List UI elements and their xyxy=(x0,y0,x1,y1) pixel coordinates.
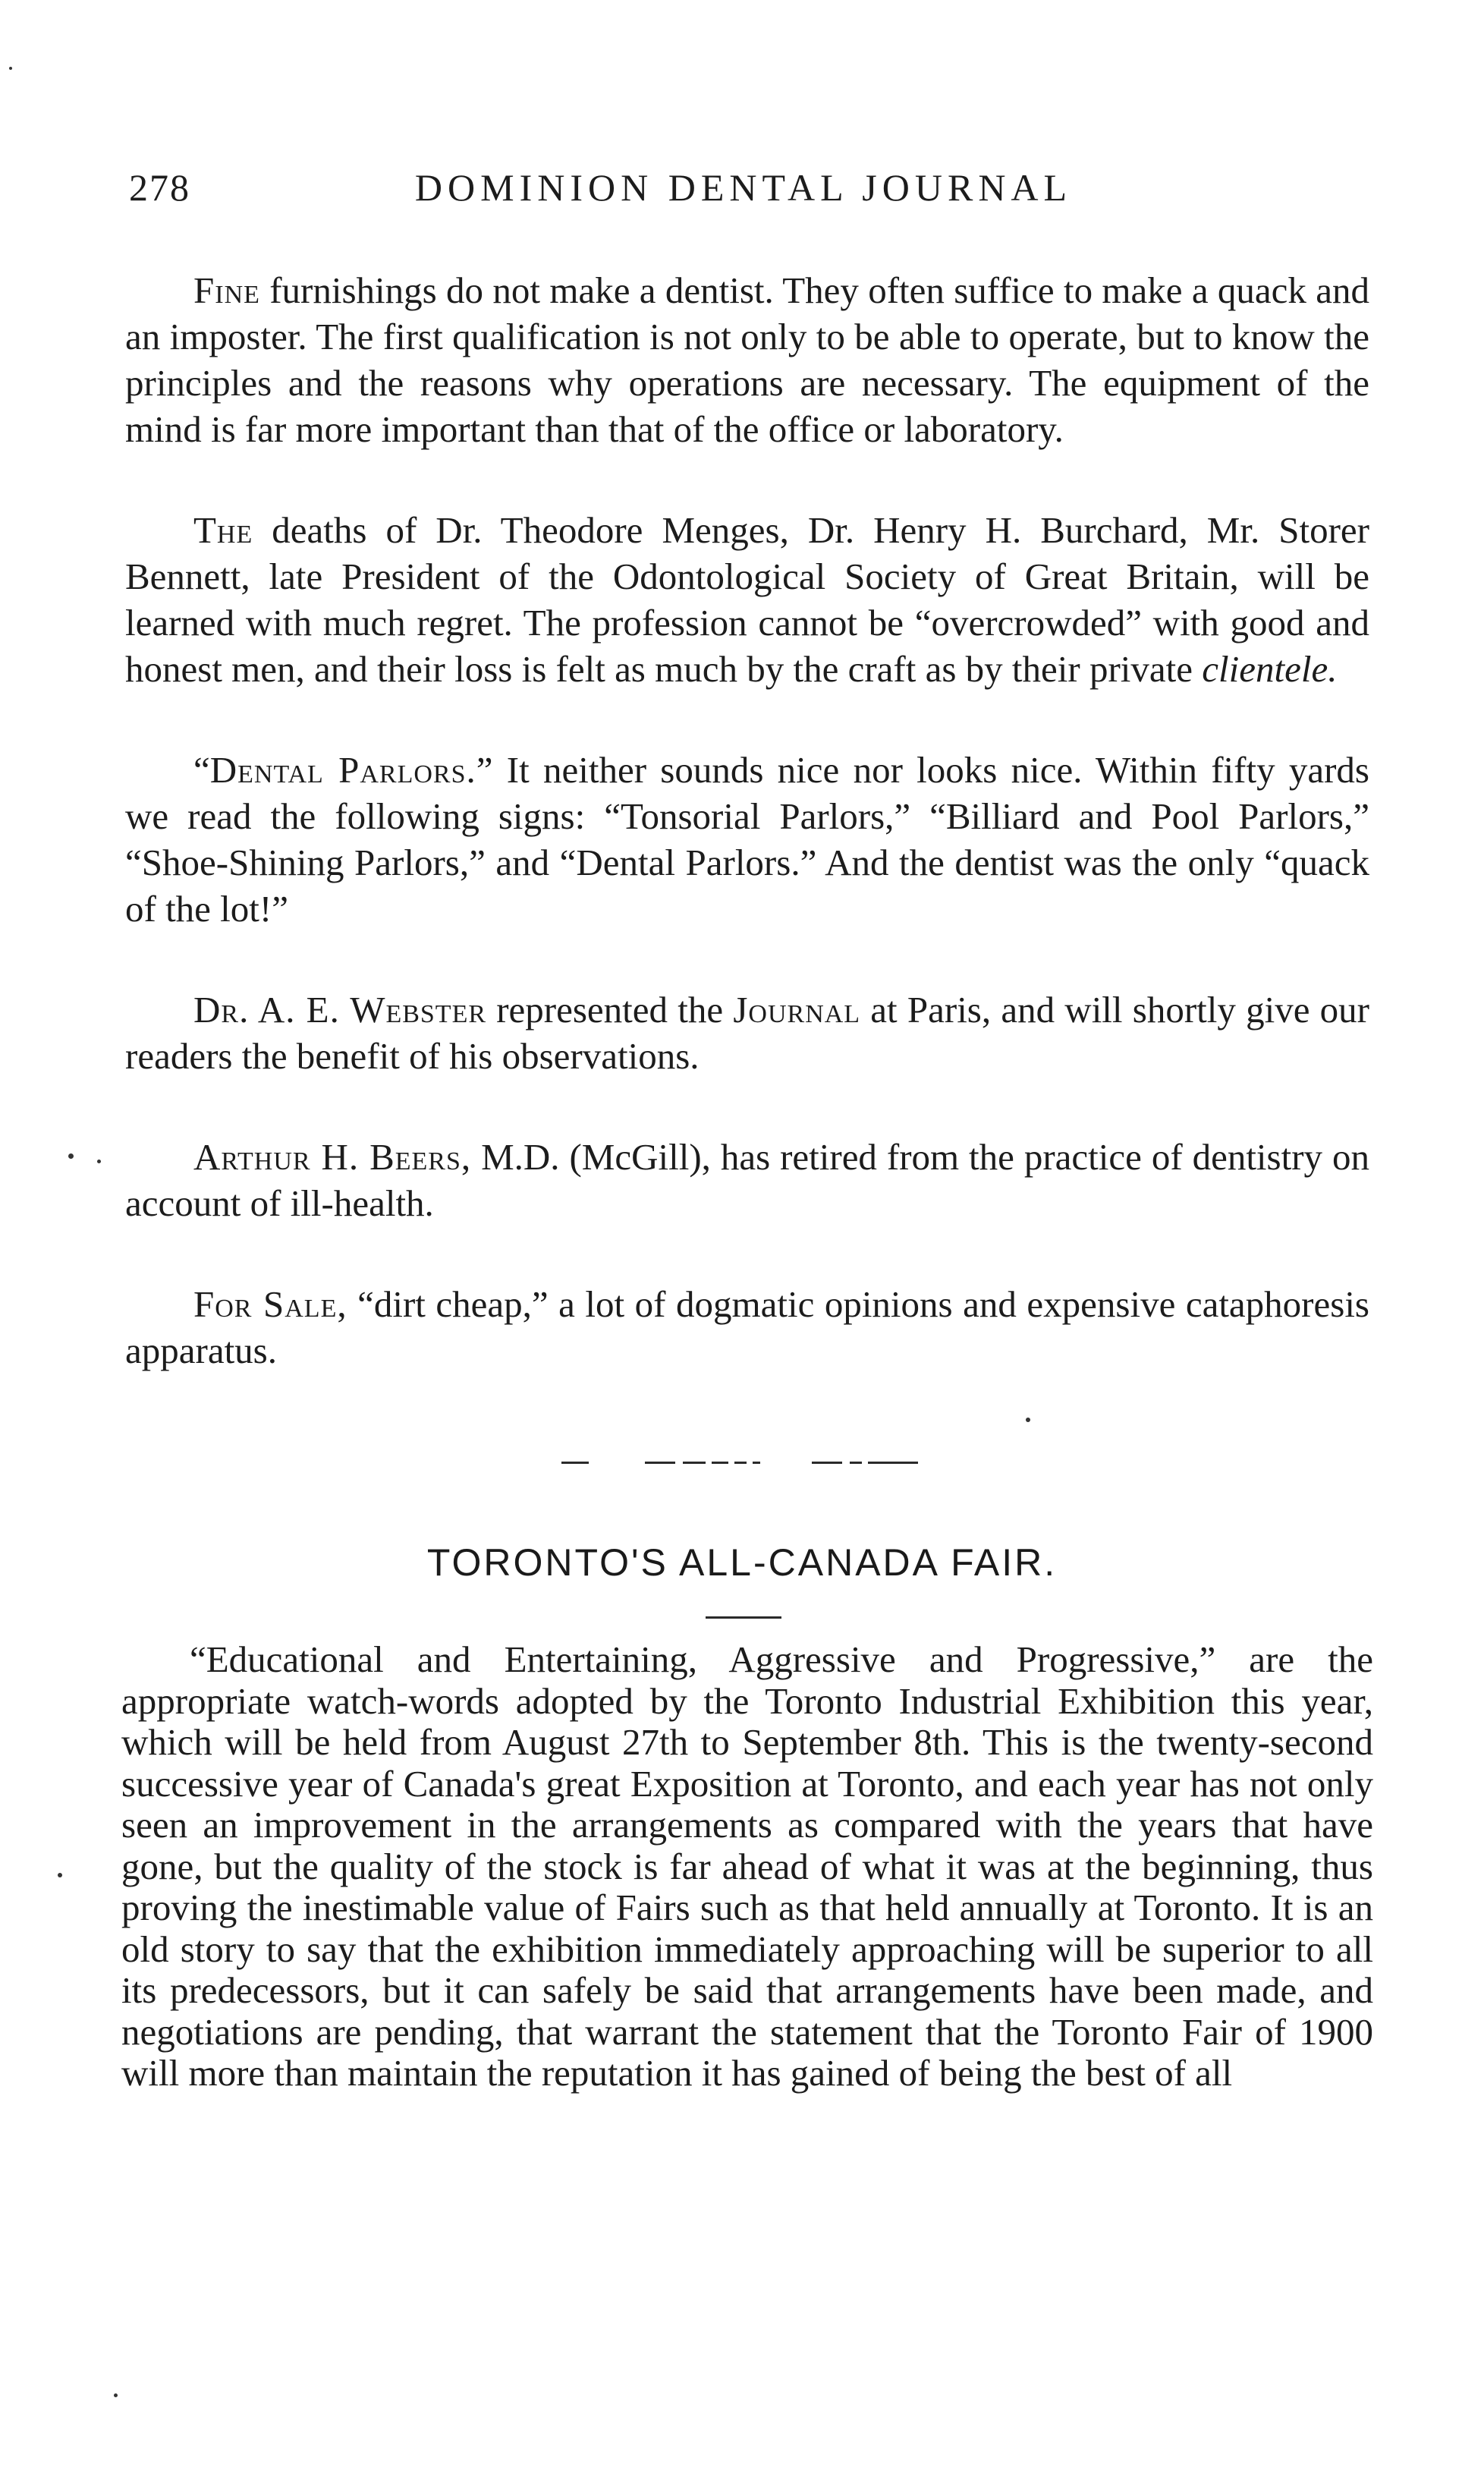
note-dental-parlors xyxy=(125,747,1369,932)
note-text: “dirt cheap,” a lot of dogmatic opinions and expensive cataphoresis apparatus. xyxy=(125,1283,1369,1371)
note-text-2: at Paris, and will shortly give our readers the benefit of his observations. xyxy=(125,989,1369,1077)
print-speck xyxy=(58,1873,62,1877)
page-header xyxy=(129,165,1358,219)
running-head: DOMINION DENTAL JOURNAL xyxy=(414,166,1073,209)
fair-article xyxy=(121,1639,1373,2094)
note-lead: Fine xyxy=(193,269,260,311)
note-furnishings xyxy=(125,267,1369,452)
note-deaths xyxy=(125,507,1369,692)
note-lead: Dr. A. E. Webster xyxy=(193,989,487,1031)
title-rule xyxy=(706,1616,781,1619)
print-speck xyxy=(68,1153,74,1159)
page-number: 278 xyxy=(129,166,190,209)
note-webster xyxy=(125,987,1369,1079)
editorial-notes xyxy=(125,267,1369,1428)
note-text: represented the xyxy=(486,989,734,1031)
note-lead: For Sale, xyxy=(193,1283,347,1325)
print-speck xyxy=(114,2393,118,2397)
note-text: furnishings do not make a dentist. They often suffice to make a quack and an imposter. The first qualification is not only to be able to operate, but to know the principles and the reasons why operations are necessary. The equipment of the mind is far more important than that of the office or laboratory. xyxy=(125,269,1369,450)
note-italic-tail: clientele. xyxy=(1202,648,1338,690)
note-lead: Dental Parlors. xyxy=(209,749,476,791)
section-title: TORONTO'S ALL-CANADA FAIR. xyxy=(426,1541,1058,1584)
note-text: deaths of Dr. Theodore Menges, Dr. Henry H. Burchard, Mr. Storer Bennett, late President of the Odontological Society of Great Britain, will be learned with much regret. The profession cannot be “overcrowded” with good and honest men, and their loss is felt as much by the craft as by their private xyxy=(125,509,1369,690)
section-separator xyxy=(561,1460,926,1465)
note-lead: The xyxy=(193,509,253,551)
note-lead: Arthur H. Beers, xyxy=(193,1136,472,1178)
fair-article-body: “Educational and Entertaining, Aggressive and Progressive,” are the appropriate watch-words adopted by the Toronto Industrial Exhibition this year, which will be held from August 27th to September 8th. This is the twenty-second successive year of Canada's great Exposition at Toronto, and each year has not only seen an improvement in the arrangements as compared with the years that have gone, but the quality of the stock is far ahead of what it was at the beginning, thus proving the inestimable value of Fairs such as that held annually at Toronto. It is an old story to say that the exhibition immediately approaching will be superior to all its predecessors, but it can safely be said that arrangements have been made, and negotiations are pending, that warrant the statement that the Toronto Fair of 1900 will more than maintain the reputation it has gained of being the best of all xyxy=(121,1638,1373,2094)
note-prefix: “ xyxy=(193,749,210,791)
print-speck xyxy=(9,67,12,70)
note-text: ” It neither sounds nice nor looks nice. Within fifty yards we read the following signs: “Tonsorial Parlors,” “Billiard and Pool Parlors,” “Shoe-Shining Parlors,” and “Dental Parlors.” And the dentist was the only “quack of the lot!” xyxy=(125,749,1370,930)
note-journal: Journal xyxy=(733,989,861,1031)
note-text: M.D. (McGill), has retired from the practice of dentistry on account of ill-health. xyxy=(125,1136,1369,1224)
print-speck xyxy=(97,1160,101,1163)
note-beers xyxy=(125,1134,1369,1226)
print-speck xyxy=(1026,1418,1030,1422)
note-for-sale xyxy=(125,1281,1369,1374)
